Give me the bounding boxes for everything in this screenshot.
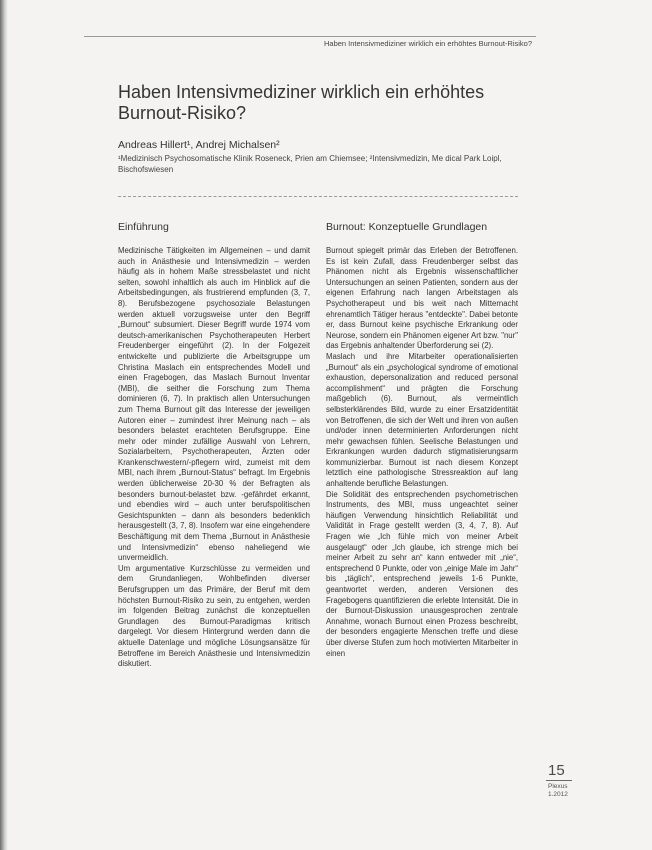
journal-info: [548, 783, 568, 799]
authors: Andreas Hillert¹, Andrej Michalsen²: [118, 139, 280, 151]
running-head: Haben Intensivmediziner wirklich ein erhöhtes Burnout-Risiko?: [323, 39, 532, 48]
left-column: [118, 246, 310, 794]
section-heading-burnout-concept: Burnout: Konzeptuelle Grundlagen: [326, 221, 488, 233]
left-paragraph: Medizinische Tätigkeiten im Allgemeinen – und damit auch in Anästhesie und Intensivmedizin – werden häufig als in hohem Maße stressbelastet und nicht selten, sowohl inhaltlich als auch im Hinblick auf die Arbeitsbedingungen, als frustrierend empfunden (3, 7, 8). Berufsbezogene psychosoziale Belastungen werden aktuell vorzugsweise unter den Begriff „Burnout“ subsumiert. Dieser Begriff wurde 1974 vom deutsch-amerikanischen Psychotherapeuten Herbert Freudenberger eingeführt (2). In der Folgezeit entwickelte und publizierte die Arbeitsgruppe um Christina Maslach ein entsprechendes Modell und einen Fragebogen, das Maslach Burnout Inventar (MBI), die seither die Forschung zum Thema dominieren (6, 7). In praktisch allen Untersuchungen zum Thema Burnout gilt das Interesse der jeweiligen Autoren einer – zumindest ihrer Meinung nach – als besonders belastet erachteten Berufsgruppe. Eine mehr oder minder zufällige Auswahl von Lehrern, Sozialarbeitern, Psychotherapeuten, Ärzten oder Krankenschwestern/-pflegern wird, zumeist mit dem MBI, nach ihrem „Burnout-Status“ befragt. Im Ergebnis werden üblicherweise 20-30 % der Befragten als besonders burnout-belastet bzw. -gefährdet erkannt, und ebendies wird – auch unter berufspolitischen Gesichtspunkten – dann als besonders bedenklich herausgestellt (3, 7, 8). Insofern war eine eingehendere Beschäftigung mit dem Thema „Burnout in Anästhesie und Intensivmedizin“ ebenso naheliegend wie unvermeidlich.: [118, 246, 310, 563]
right-paragraph: Burnout spiegelt primär das Erleben der Betroffenen. Es ist kein Zufall, dass Freudenberger selbst das Phänomen nicht als Ergebnis wissenschaftlicher Untersuchungen an seinen Patienten, sondern aus der eigenen Erfahrung nach langen Arbeitstagen als Psychotherapeut und bis weit nach Mitternacht ehrenamtlich Tätiger heraus "entdeckte". Dabei betonte er, dass Burnout keine psychische Erkrankung oder Neurose, sondern ein Phänomen eigener Art bzw. "nur" das Ergebnis anhaltender Überforderung sei (2).: [326, 246, 518, 351]
journal-issue: 1.2012: [548, 791, 568, 798]
page-number: 15: [548, 762, 565, 779]
section-heading-introduction: Einführung: [118, 221, 169, 233]
right-paragraph: Maslach und ihre Mitarbeiter operationalisierten „Burnout“ als ein „psychological syndrome of emotional exhaustion, depersonalization and reduced personal accomplishment“ und prägten die Forschung maßgeblich (6). Burnout, als vermeintlich selbsterklärendes Bild, wurde zu einer Ersatzidentität von Betroffenen, die sich der Welt und ihren von außen und/oder innen determinierten Anforderungen nicht mehr gewachsen fühlen. Seelische Belastungen und Erkrankungen wurden dadurch stigmatisierungsarm kommunizierbar. Burnout ist nach diesem Konzept letztlich eine pathologische Stressreaktion auf lang anhaltende berufliche Belastungen.: [326, 351, 518, 489]
page-number-rule: [546, 780, 572, 781]
right-paragraph: Die Solidität des entsprechenden psychometrischen Instruments, des MBI, muss ungeachtet seiner häufigen Verwendung hinsichtlich Reliabilität und Validität in Frage gestellt werden (3, 4, 7, 8). Auf Fragen wie „Ich fühle mich von meiner Arbeit ausgelaugt“ oder „Ich glaube, ich strenge mich bei meiner Arbeit zu sehr an“ kann entweder mit „nie“, entsprechend 0 Punkte, oder von „einige Male im Jahr“ bis „täglich“, entsprechend jeweils 1-6 Punkte, geantwortet werden, anderen Versionen des Fragebogens quantifizieren die erlebte Intensität. Die in der Burnout-Diskussion unausgesprochen zentrale Annahme, wonach Burnout einen Prozess beschreibt, der besonders engagierte Menschen treffe und diese über diverse Stufen zum hoch motivierten Mitarbeiter in einen: [326, 489, 518, 658]
section-divider: [118, 196, 518, 197]
page-binding-shadow: [0, 0, 8, 850]
right-column: [326, 246, 518, 794]
running-head-rule: [84, 36, 536, 37]
journal-name: Plexus: [548, 783, 568, 790]
article-title: Haben Intensivmediziner wirklich ein erhöhtes Burnout-Risiko?: [118, 82, 485, 123]
affiliations: ¹Medizinisch Psychosomatische Klinik Roseneck, Prien am Chiemsee; ²Intensivmedizin, Me dical Park Loipl, Bischofswiesen: [118, 154, 502, 174]
left-paragraph: Um argumentative Kurzschlüsse zu vermeiden und dem Grundanliegen, Wohlbefinden diverser Berufsgruppen um das Primäre, der Beruf mit dem höchsten Burnout-Risiko zu sein, zu entgehen, werden im folgenden Beitrag zunächst die konzeptuellen Grundlagen des Burnout-Paradigmas kritisch dargelegt. Vor diesem Hintergrund werden dann die aktuelle Datenlage und mögliche Lösungsansätze für Betroffene im Bereich Anästhesie und Intensivmedizin diskutiert.: [118, 563, 310, 669]
